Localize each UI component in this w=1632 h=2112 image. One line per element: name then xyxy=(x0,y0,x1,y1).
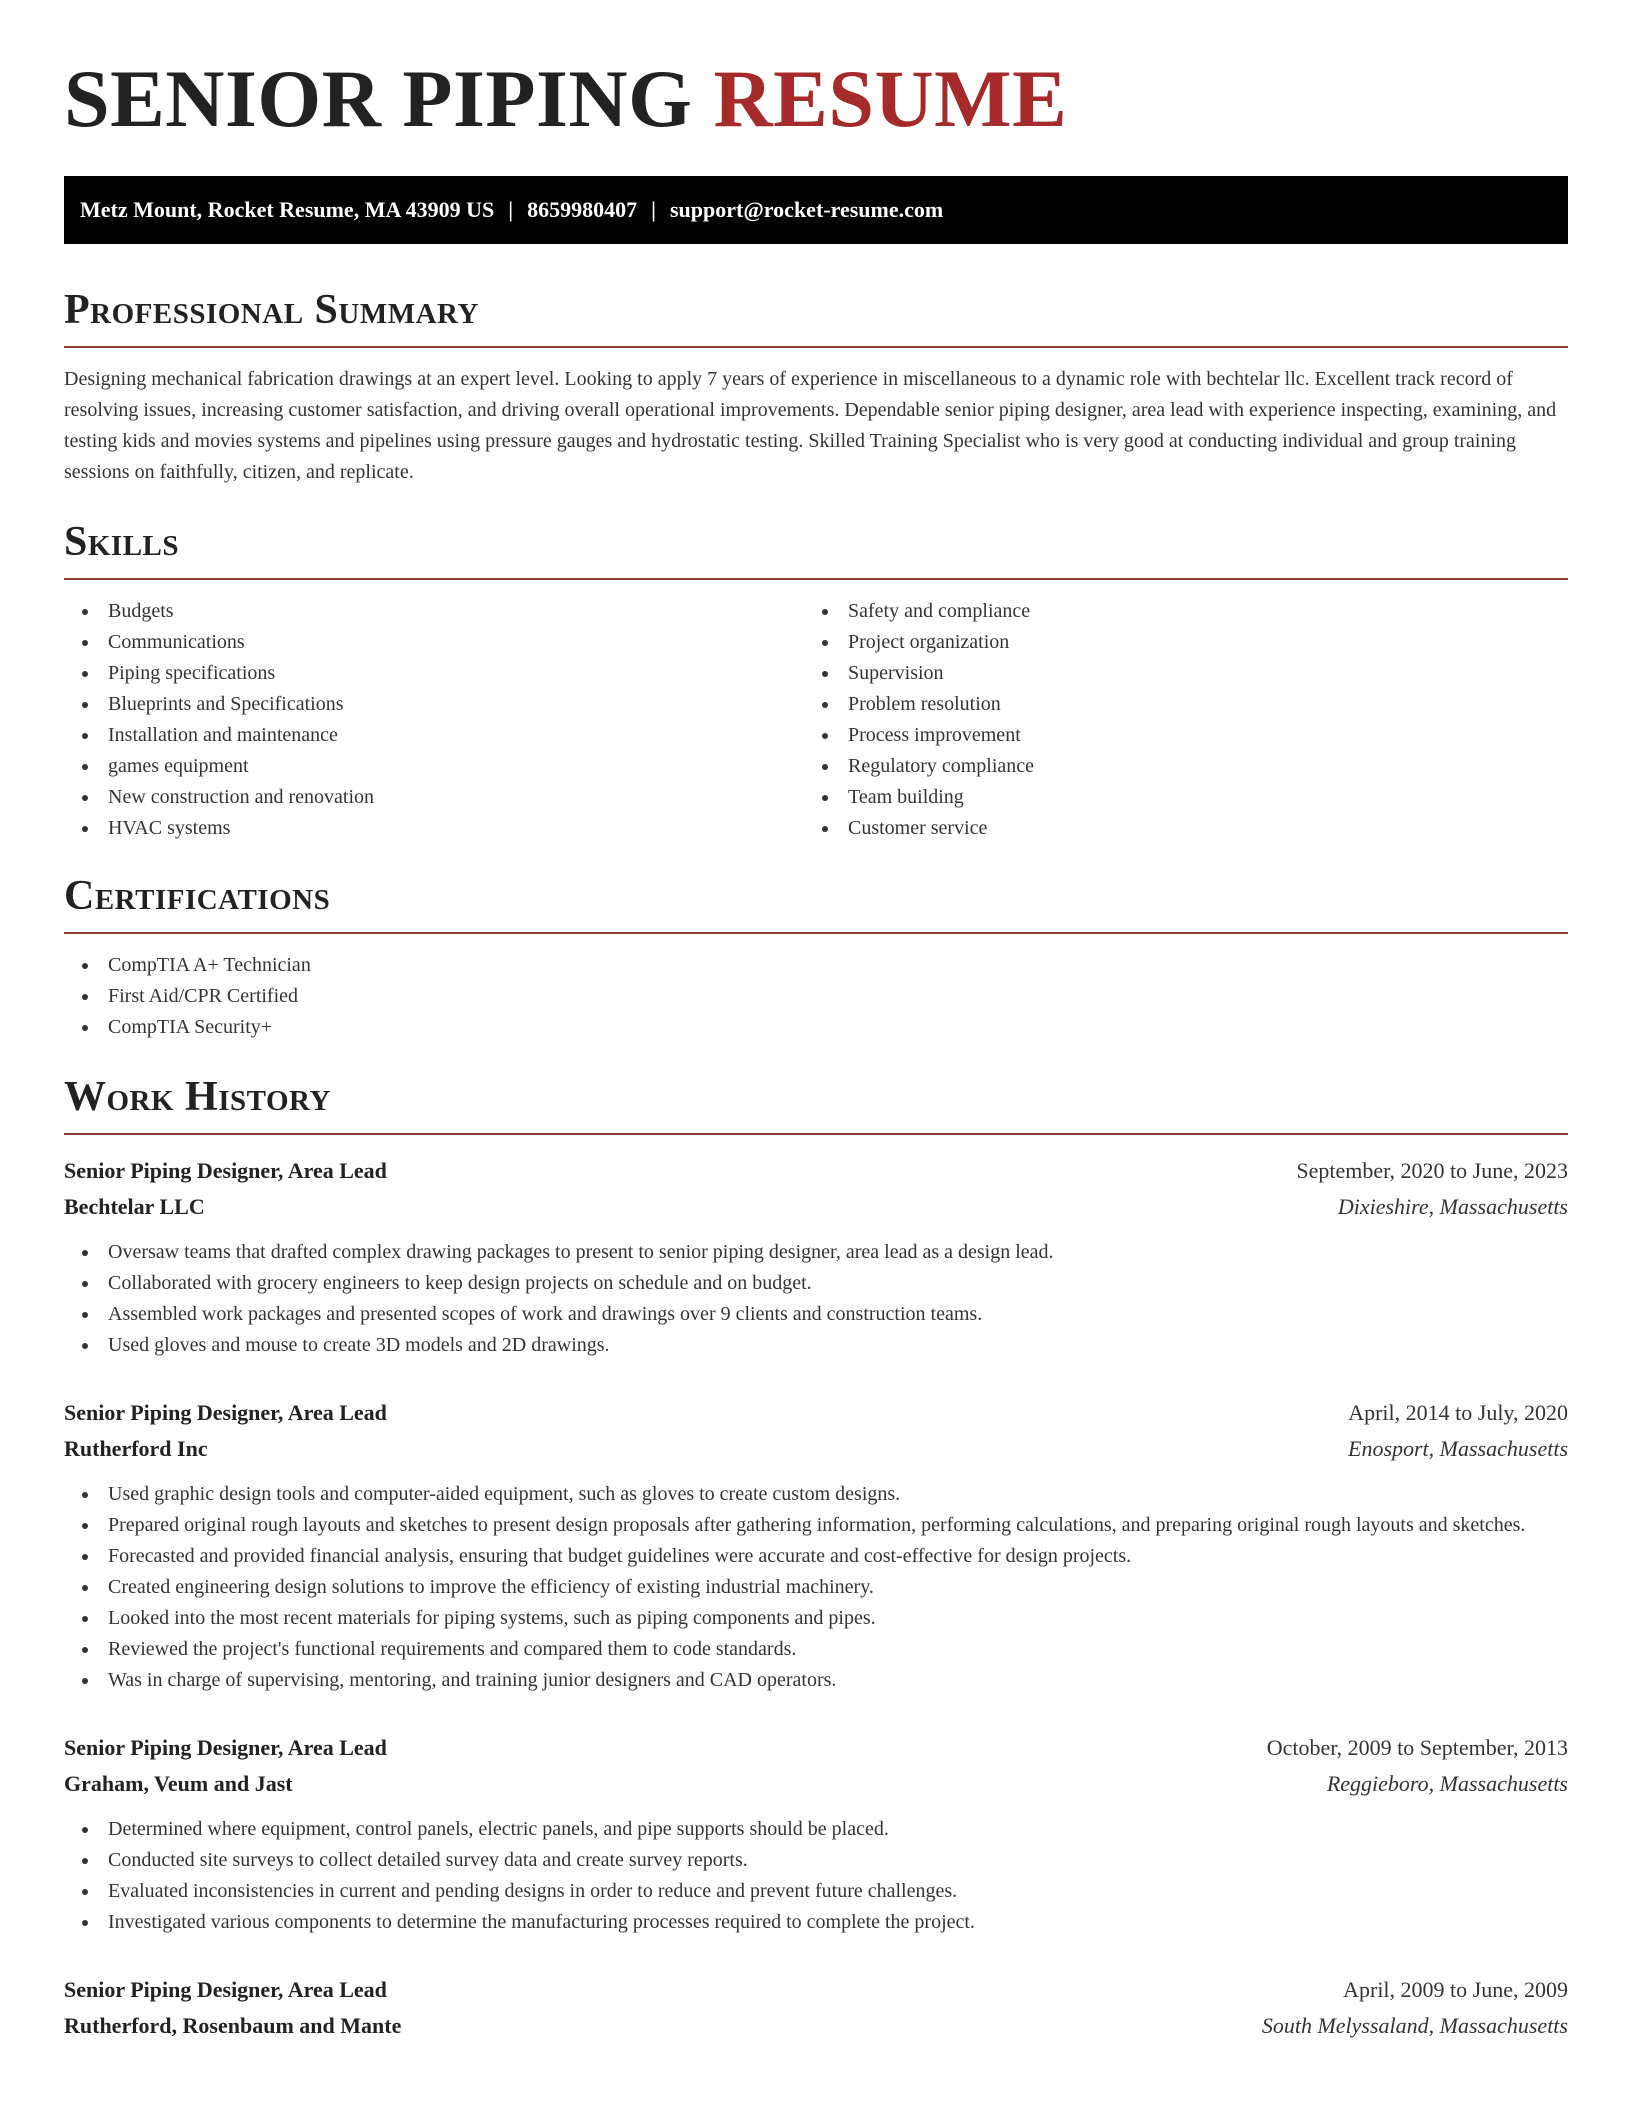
job-dates: October, 2009 to September, 2013 xyxy=(1266,1735,1568,1760)
job-entry xyxy=(64,1972,1568,2044)
job-duty: Evaluated inconsistencies in current and pending designs in order to reduce and prevent future challenges. xyxy=(64,1876,1568,1907)
skill-item: games equipment xyxy=(64,751,804,782)
job-duties xyxy=(64,1479,1568,1696)
skill-item: Communications xyxy=(64,627,804,658)
job-entry xyxy=(64,1395,1568,1696)
job-dates: April, 2014 to July, 2020 xyxy=(1348,1400,1568,1425)
job-duty: Created engineering design solutions to improve the efficiency of existing industrial machinery. xyxy=(64,1572,1568,1603)
job-company: Rutherford Inc xyxy=(64,1436,208,1461)
skill-item: Blueprints and Specifications xyxy=(64,689,804,720)
job-header-row xyxy=(64,1730,1568,1766)
summary-heading: Professional Summary xyxy=(64,287,479,333)
skill-item: Process improvement xyxy=(804,720,1544,751)
job-duty: Prepared original rough layouts and sketches to present design proposals after gathering information, performing calculations, and preparing original rough layouts and sketches. xyxy=(64,1510,1568,1541)
title-accent: RESUME xyxy=(713,53,1068,144)
job-company-row xyxy=(64,1431,1568,1467)
job-company: Graham, Veum and Jast xyxy=(64,1771,293,1796)
section-divider xyxy=(64,346,1568,348)
job-entry xyxy=(64,1153,1568,1361)
section-divider xyxy=(64,578,1568,580)
skills-list-right xyxy=(804,596,1544,844)
job-duties xyxy=(64,1237,1568,1361)
certifications-heading: Certifications xyxy=(64,873,331,919)
skill-item: Safety and compliance xyxy=(804,596,1544,627)
job-header-row xyxy=(64,1972,1568,2008)
skills-heading: Skills xyxy=(64,519,180,565)
job-company-row xyxy=(64,1766,1568,1802)
job-title: Senior Piping Designer, Area Lead xyxy=(64,1400,387,1425)
job-dates: April, 2009 to June, 2009 xyxy=(1343,1977,1568,2002)
job-location: Enosport, Massachusetts xyxy=(1348,1436,1568,1461)
job-dates: September, 2020 to June, 2023 xyxy=(1296,1158,1568,1183)
section-divider xyxy=(64,932,1568,934)
contact-email[interactable]: support@rocket-resume.com xyxy=(669,197,944,222)
job-duty: Conducted site surveys to collect detailed survey data and create survey reports. xyxy=(64,1845,1568,1876)
certification-item: CompTIA Security+ xyxy=(64,1012,1568,1043)
contact-bar xyxy=(64,176,1568,244)
job-duty: Collaborated with grocery engineers to keep design projects on schedule and on budget. xyxy=(64,1268,1568,1299)
job-duty: Was in charge of supervising, mentoring, and training junior designers and CAD operators. xyxy=(64,1665,1568,1696)
contact-separator: | xyxy=(508,197,514,222)
job-entry xyxy=(64,1730,1568,1938)
job-company: Bechtelar LLC xyxy=(64,1194,205,1219)
skills-grid xyxy=(64,596,1568,844)
skills-list-left xyxy=(64,596,804,844)
job-header-row xyxy=(64,1153,1568,1189)
job-header-row xyxy=(64,1395,1568,1431)
section-divider xyxy=(64,1133,1568,1135)
contact-address: Metz Mount, Rocket Resume, MA 43909 US xyxy=(80,197,495,222)
resume-page xyxy=(64,0,1568,2044)
job-title: Senior Piping Designer, Area Lead xyxy=(64,1158,387,1183)
job-title: Senior Piping Designer, Area Lead xyxy=(64,1735,387,1760)
job-location: Dixieshire, Massachusetts xyxy=(1337,1194,1568,1219)
skill-item: Problem resolution xyxy=(804,689,1544,720)
skill-item: Regulatory compliance xyxy=(804,751,1544,782)
job-duty: Investigated various components to determine the manufacturing processes required to complete the project. xyxy=(64,1907,1568,1938)
certification-item: CompTIA A+ Technician xyxy=(64,950,1568,981)
job-company-row xyxy=(64,2008,1568,2044)
job-company-row xyxy=(64,1189,1568,1225)
job-location: Reggieboro, Massachusetts xyxy=(1326,1771,1568,1796)
resume-title xyxy=(64,0,1568,142)
job-duty: Looked into the most recent materials for piping systems, such as piping components and pipes. xyxy=(64,1603,1568,1634)
contact-phone[interactable]: 8659980407 xyxy=(527,197,638,222)
skill-item: Team building xyxy=(804,782,1544,813)
skill-item: HVAC systems xyxy=(64,813,804,844)
summary-text: Designing mechanical fabrication drawings at an expert level. Looking to apply 7 years of experience in miscellaneous to a dynamic role with bechtelar llc. Excellent track record of resolving issues, increasing customer satisfaction, and driving overall operational improvements. Dependable senior piping designer, area lead with experience inspecting, examining, and testing kids and movies systems and pipelines using pressure gauges and hydrostatic testing. Skilled Training Specialist who is very good at conducting individual and group training sessions on faithfully, citizen, and replicate. xyxy=(64,368,1557,483)
skill-item: New construction and renovation xyxy=(64,782,804,813)
certifications-list xyxy=(64,950,1568,1043)
job-duty: Forecasted and provided financial analysis, ensuring that budget guidelines were accurate and cost-effective for design projects. xyxy=(64,1541,1568,1572)
job-company: Rutherford, Rosenbaum and Mante xyxy=(64,2013,402,2038)
contact-separator: | xyxy=(651,197,656,222)
job-duty: Oversaw teams that drafted complex drawing packages to present to senior piping designer, area lead as a design lead. xyxy=(64,1237,1568,1268)
job-duty: Determined where equipment, control panels, electric panels, and pipe supports should be placed. xyxy=(64,1814,1568,1845)
job-duty: Used graphic design tools and computer-aided equipment, such as gloves to create custom designs. xyxy=(64,1479,1568,1510)
skill-item: Supervision xyxy=(804,658,1544,689)
skill-item: Installation and maintenance xyxy=(64,720,804,751)
skill-item: Customer service xyxy=(804,813,1544,844)
job-duty: Assembled work packages and presented scopes of work and drawings over 9 clients and construction teams. xyxy=(64,1299,1568,1330)
job-title: Senior Piping Designer, Area Lead xyxy=(64,1977,387,2002)
job-duty: Used gloves and mouse to create 3D models and 2D drawings. xyxy=(64,1330,1568,1361)
skill-item: Budgets xyxy=(64,596,804,627)
job-duty: Reviewed the project's functional requirements and compared them to code standards. xyxy=(64,1634,1568,1665)
job-duties xyxy=(64,1814,1568,1938)
skill-item: Project organization xyxy=(804,627,1544,658)
job-location: South Melyssaland, Massachusetts xyxy=(1261,2013,1568,2038)
work-history-heading: Work History xyxy=(64,1074,331,1120)
skill-item: Piping specifications xyxy=(64,658,804,689)
title-main: SENIOR PIPING xyxy=(64,53,693,144)
certification-item: First Aid/CPR Certified xyxy=(64,981,1568,1012)
